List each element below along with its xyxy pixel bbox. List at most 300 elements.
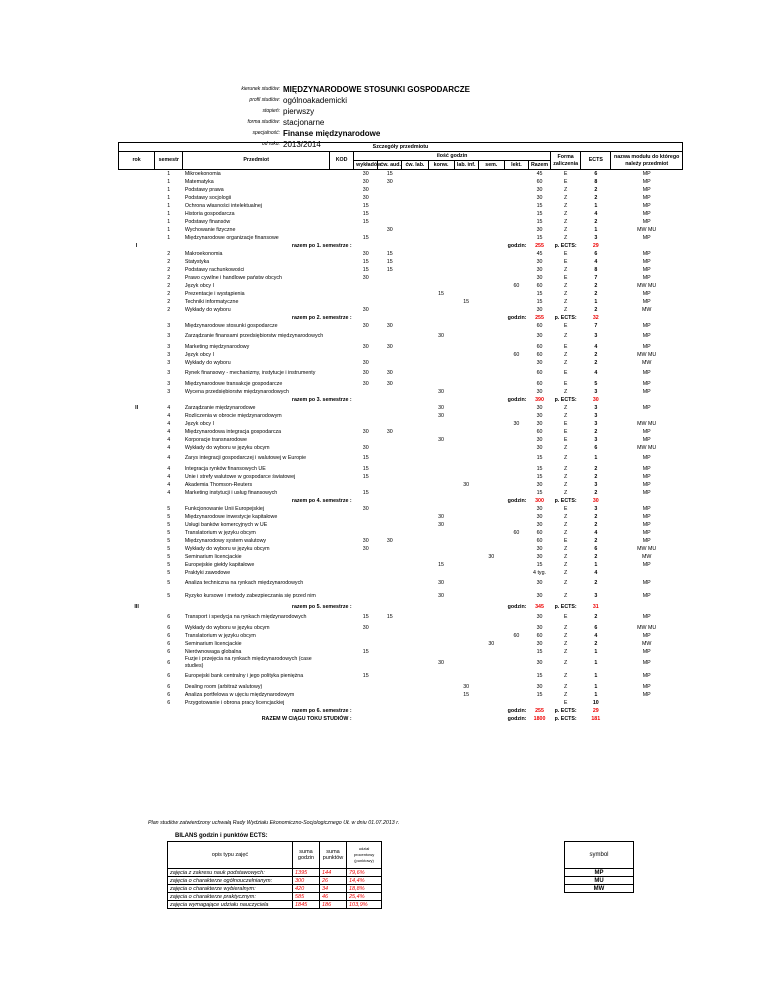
subject-row [119, 640, 683, 648]
sem-hours: 30 [488, 640, 495, 647]
semester-cell: 4 [167, 404, 171, 411]
ects-cell: 2 [594, 614, 598, 620]
ects-cell: 1 [594, 648, 598, 655]
form-cell: Z [564, 529, 568, 536]
konw-hours: 30 [438, 593, 445, 599]
wyklad-hours: 30 [362, 505, 369, 512]
kod-cell [330, 691, 354, 699]
form-cell: E [563, 343, 568, 350]
kod-cell [330, 322, 354, 330]
subject-row [119, 202, 683, 210]
cw-lab-hours [402, 306, 428, 314]
lekt-hours: 30 [513, 420, 520, 427]
semester-cell: 3 [167, 333, 171, 339]
col-modul: nazwa modułu do którego należy przedmiot [611, 152, 683, 170]
subject-row [119, 178, 683, 186]
lekt-hours [504, 250, 528, 258]
year-cell [119, 250, 155, 258]
kod-cell [330, 521, 354, 529]
sem-hours [478, 194, 504, 202]
lab-inf-hours [454, 569, 478, 577]
total-hours: 4 tyg. [533, 569, 546, 576]
lab-inf-hours [454, 640, 478, 648]
ects-cell: 1 [594, 659, 598, 666]
subject-name: Matematyka [184, 178, 214, 185]
year-cell [119, 234, 155, 242]
form-cell: Z [564, 455, 568, 461]
lekt-hours [504, 656, 528, 670]
ects-cell: 7 [594, 274, 598, 281]
lekt-hours [504, 178, 528, 186]
konw-hours [428, 298, 454, 306]
subject-row [119, 250, 683, 258]
semester-cell: 4 [167, 420, 171, 427]
cw-lab-hours [402, 545, 428, 553]
lekt-hours [504, 648, 528, 656]
year-cell [119, 194, 155, 202]
form-cell: Z [564, 561, 568, 568]
lab-inf-hours: 30 [463, 481, 470, 488]
year-cell [119, 489, 155, 497]
cw-lab-hours [402, 656, 428, 670]
year-cell [119, 670, 155, 683]
total-hours: 30 [536, 266, 543, 273]
lekt-hours [504, 699, 528, 707]
ects-cell: 2 [594, 351, 598, 358]
year-cell [119, 322, 155, 330]
semester-cell: 5 [167, 513, 171, 520]
summary-hours: 255 [535, 242, 544, 249]
total-hours: 60 [536, 529, 543, 536]
total-hours: 15 [536, 465, 543, 472]
form-cell: Z [564, 473, 568, 480]
bilans-udzial: 14,4% [347, 877, 382, 885]
lekt-hours [504, 186, 528, 194]
semester-cell: 2 [167, 250, 171, 257]
lab-inf-hours [454, 624, 478, 632]
cw-lab-hours [402, 178, 428, 186]
ects-cell: 6 [594, 624, 598, 631]
sem-hours [478, 186, 504, 194]
form-cell: Z [564, 359, 568, 366]
module-cell: MP [642, 521, 651, 528]
header-row [0, 95, 768, 106]
semester-cell: 6 [167, 640, 171, 647]
konw-hours [428, 380, 454, 388]
year-cell [119, 306, 155, 314]
wyklad-hours: 15 [362, 465, 369, 472]
wyklad-hours: 30 [362, 274, 369, 281]
cw-aud-hours [378, 561, 402, 569]
lekt-hours [504, 444, 528, 452]
summary-label: razem po 2. semestrze : [291, 314, 352, 321]
ects-cell: 4 [594, 370, 598, 376]
cw-lab-hours [402, 250, 428, 258]
subject-row [119, 691, 683, 699]
wyklad-hours [354, 691, 378, 699]
cw-aud-hours [378, 298, 402, 306]
total-hours: 60 [536, 282, 543, 289]
module-cell [611, 603, 683, 611]
subject-row [119, 561, 683, 569]
lekt-hours [504, 367, 528, 380]
cw-lab-hours [402, 590, 428, 603]
bilans-head-punktow: suma punktów [320, 842, 347, 869]
lekt-hours [504, 452, 528, 465]
cw-aud-hours: 30 [386, 380, 393, 387]
module-cell: MP [642, 529, 651, 536]
semester-cell: 6 [167, 648, 171, 655]
lekt-hours [504, 170, 528, 179]
kod-cell [330, 489, 354, 497]
sem-hours [478, 306, 504, 314]
konw-hours: 30 [438, 659, 445, 666]
sem-hours [478, 388, 504, 396]
spacer [354, 242, 505, 250]
ects-cell: 2 [594, 537, 598, 544]
form-cell: Z [564, 659, 568, 666]
wyklad-hours: 15 [362, 614, 369, 620]
wyklad-hours [354, 481, 378, 489]
ects-cell: 3 [594, 505, 598, 512]
subject-name: Zarys integracji gospodarczej i walutowej w Europie [184, 455, 307, 461]
kod-cell [330, 632, 354, 640]
lekt-hours [504, 489, 528, 497]
lekt-hours [504, 330, 528, 343]
konw-hours [428, 505, 454, 513]
subject-name: Usługi banków komercyjnych w UE [184, 521, 268, 528]
wyklad-hours: 30 [362, 444, 369, 451]
year-cell [119, 351, 155, 359]
form-cell: Z [564, 194, 568, 201]
konw-hours [428, 529, 454, 537]
lab-inf-hours [454, 537, 478, 545]
wyklad-hours: 15 [362, 266, 369, 273]
semester-cell: 1 [167, 210, 171, 217]
lekt-hours: 60 [513, 529, 520, 536]
module-cell: MW MU [637, 351, 657, 358]
wyklad-hours [354, 577, 378, 590]
form-cell: Z [564, 218, 568, 225]
konw-hours: 30 [438, 436, 445, 443]
subject-row [119, 611, 683, 624]
konw-hours [428, 266, 454, 274]
semester-summary-row [119, 242, 683, 250]
cw-lab-hours [402, 505, 428, 513]
lekt-hours [504, 210, 528, 218]
lekt-hours [504, 274, 528, 282]
subject-row [119, 298, 683, 306]
ects-cell: 6 [594, 170, 598, 177]
lab-inf-hours [454, 577, 478, 590]
module-cell: MP [642, 593, 651, 599]
year-cell [119, 178, 155, 186]
sem-hours [478, 699, 504, 707]
year-cell [119, 210, 155, 218]
lab-inf-hours [454, 420, 478, 428]
subject-name: Korporacje transnarodowe [184, 436, 247, 443]
wyklad-hours: 15 [362, 455, 369, 461]
kod-cell [330, 611, 354, 624]
symbol-row [565, 885, 634, 893]
lekt-hours [504, 194, 528, 202]
total-hours: 30 [536, 412, 543, 419]
cw-aud-hours: 30 [386, 537, 393, 544]
godzin-label: godzin: [507, 497, 527, 504]
form-cell: Z [564, 521, 568, 528]
subject-row [119, 380, 683, 388]
col-ects: ECTS [581, 152, 611, 170]
total-hours: 15 [536, 455, 543, 461]
form-cell: Z [564, 465, 568, 472]
header-value: stacjonarne [283, 118, 325, 127]
semester-cell: 1 [167, 194, 171, 201]
kod-cell [330, 282, 354, 290]
bilans-punktow: 144 [320, 869, 347, 877]
summary-ects-label: p. ECTS: [554, 497, 577, 504]
subject-row [119, 234, 683, 242]
cw-lab-hours [402, 632, 428, 640]
subject-row [119, 452, 683, 465]
form-cell: Z [564, 624, 568, 631]
lekt-hours [504, 343, 528, 351]
total-hours: 15 [536, 561, 543, 568]
year-cell [119, 529, 155, 537]
sem-hours [478, 322, 504, 330]
ects-cell: 4 [594, 632, 598, 639]
cw-aud-hours [378, 473, 402, 481]
total-hours: 45 [536, 170, 543, 177]
cw-aud-hours [378, 234, 402, 242]
konw-hours: 30 [438, 513, 445, 520]
cw-aud-hours [378, 412, 402, 420]
year-cell [119, 428, 155, 436]
cw-lab-hours [402, 367, 428, 380]
semester-cell: 3 [167, 388, 171, 395]
kod-cell [330, 380, 354, 388]
wyklad-hours: 30 [362, 322, 369, 329]
year-cell [119, 343, 155, 351]
total-hours: 60 [536, 537, 543, 544]
module-cell [611, 569, 683, 577]
cw-lab-hours [402, 489, 428, 497]
sem-hours [478, 367, 504, 380]
form-cell: Z [564, 290, 568, 297]
konw-hours: 15 [438, 290, 445, 297]
konw-hours [428, 569, 454, 577]
cw-aud-hours [378, 656, 402, 670]
year-cell [119, 436, 155, 444]
subject-row [119, 444, 683, 452]
konw-hours [428, 282, 454, 290]
module-cell: MP [642, 505, 651, 512]
kod-cell [330, 258, 354, 266]
konw-hours [428, 343, 454, 351]
summary-ects-label: p. ECTS: [554, 314, 577, 321]
sem-hours [478, 258, 504, 266]
col-przedmiot: Przedmiot [183, 152, 330, 170]
sem-hours [478, 420, 504, 428]
spacer [354, 603, 505, 611]
lekt-hours [504, 624, 528, 632]
header-value: MIĘDZYNARODOWE STOSUNKI GOSPODARCZE [283, 85, 470, 94]
sem-hours [478, 210, 504, 218]
lekt-hours [504, 380, 528, 388]
form-cell: Z [564, 234, 568, 241]
total-hours: 15 [536, 673, 543, 679]
cw-aud-hours [378, 632, 402, 640]
col-razem: Razem [528, 161, 550, 170]
lab-inf-hours [454, 388, 478, 396]
header-row [0, 128, 768, 139]
spacer [354, 396, 505, 404]
semester-cell: 4 [167, 428, 171, 435]
lab-inf-hours [454, 234, 478, 242]
semester-cell: 1 [167, 202, 171, 209]
spacer [354, 497, 505, 505]
total-hours: 30 [536, 436, 543, 443]
cw-aud-hours [378, 465, 402, 473]
form-cell: Z [564, 404, 568, 411]
sem-hours [478, 218, 504, 226]
ects-cell: 1 [594, 455, 598, 461]
sem-hours [478, 465, 504, 473]
lab-inf-hours [454, 513, 478, 521]
semester-cell: 4 [167, 444, 171, 451]
ects-cell: 2 [594, 194, 598, 201]
year-cell [119, 699, 155, 707]
cw-lab-hours [402, 380, 428, 388]
wyklad-hours: 30 [362, 537, 369, 544]
sem-hours [478, 624, 504, 632]
summary-hours: 1800 [533, 715, 546, 722]
wyklad-hours [354, 699, 378, 707]
sem-hours [478, 444, 504, 452]
ects-cell: 3 [594, 593, 598, 599]
lekt-hours [504, 436, 528, 444]
summary-label: razem po 3. semestrze : [291, 396, 352, 403]
bilans-row [168, 901, 382, 909]
kod-cell [330, 505, 354, 513]
kod-cell [330, 404, 354, 412]
konw-hours [428, 699, 454, 707]
cw-lab-hours [402, 683, 428, 691]
subject-row [119, 170, 683, 179]
semester-cell: 4 [167, 465, 171, 472]
semester-cell: 5 [167, 505, 171, 512]
form-cell: E [563, 428, 568, 435]
wyklad-hours: 15 [362, 202, 369, 209]
subject-name: Wycena przedsiębiorstw międzynarodowych [184, 388, 289, 395]
cw-lab-hours [402, 359, 428, 367]
subject-row [119, 656, 683, 670]
bilans-row [168, 893, 382, 901]
form-cell: Z [564, 513, 568, 520]
cw-aud-hours [378, 436, 402, 444]
form-cell: E [563, 178, 568, 185]
lekt-hours [504, 226, 528, 234]
year-cell [119, 569, 155, 577]
godzin-label: godzin: [507, 715, 527, 722]
konw-hours [428, 258, 454, 266]
cw-lab-hours [402, 420, 428, 428]
year-cell: I [135, 242, 138, 249]
sem-hours [478, 330, 504, 343]
bilans-udzial: 79,6% [347, 869, 382, 877]
sem-hours [478, 481, 504, 489]
total-hours: 30 [536, 505, 543, 512]
year-cell [119, 330, 155, 343]
wyklad-hours: 30 [362, 428, 369, 435]
cw-aud-hours [378, 218, 402, 226]
subject-row [119, 648, 683, 656]
lekt-hours [504, 388, 528, 396]
header-row [0, 106, 768, 117]
semester-cell: 1 [167, 234, 171, 241]
ects-cell: 4 [594, 343, 598, 350]
cw-lab-hours [402, 290, 428, 298]
subject-row [119, 210, 683, 218]
wyklad-hours [354, 513, 378, 521]
ects-cell: 4 [594, 258, 598, 265]
cw-aud-hours [378, 481, 402, 489]
subject-row [119, 577, 683, 590]
lab-inf-hours: 30 [463, 683, 470, 690]
summary-ects-label: p. ECTS: [554, 396, 577, 403]
form-cell: E [563, 436, 568, 443]
bilans-punktow: 46 [320, 893, 347, 901]
cw-aud-hours [378, 699, 402, 707]
sem-hours [478, 202, 504, 210]
subject-row [119, 290, 683, 298]
header-label: forma studiów: [247, 119, 280, 125]
form-cell: E [563, 420, 568, 427]
ects-cell: 3 [594, 404, 598, 411]
bilans-opis: zajęcia o charakterze wybieralnym: [168, 885, 293, 893]
lab-inf-hours [454, 489, 478, 497]
semester-cell: 3 [167, 370, 171, 376]
kod-cell [330, 170, 354, 179]
form-cell: Z [564, 683, 568, 690]
total-hours: 30 [536, 359, 543, 366]
kod-cell [330, 473, 354, 481]
subject-name: Techniki informatyczne [184, 298, 239, 305]
lekt-hours [504, 258, 528, 266]
cw-lab-hours [402, 465, 428, 473]
form-cell: E [563, 274, 568, 281]
semester-cell: 2 [167, 290, 171, 297]
sem-hours: 30 [488, 553, 495, 560]
form-cell: Z [564, 673, 568, 679]
kod-cell [330, 250, 354, 258]
symbol-row [565, 869, 634, 877]
subject-name: Wykłady do wyboru w języku obcym [184, 545, 270, 552]
subject-name: Wykłady do wyboru [184, 306, 231, 313]
cw-aud-hours: 30 [386, 343, 393, 350]
cw-aud-hours [378, 274, 402, 282]
subject-row [119, 481, 683, 489]
konw-hours: 30 [438, 580, 445, 586]
subject-name: Translatorium w języku obcym [184, 529, 256, 536]
cw-lab-hours [402, 218, 428, 226]
kod-cell [330, 537, 354, 545]
module-cell: MW [641, 553, 652, 560]
wyklad-hours: 30 [362, 624, 369, 631]
sem-hours [478, 489, 504, 497]
kod-cell [330, 436, 354, 444]
wyklad-hours: 30 [362, 186, 369, 193]
lab-inf-hours [454, 322, 478, 330]
